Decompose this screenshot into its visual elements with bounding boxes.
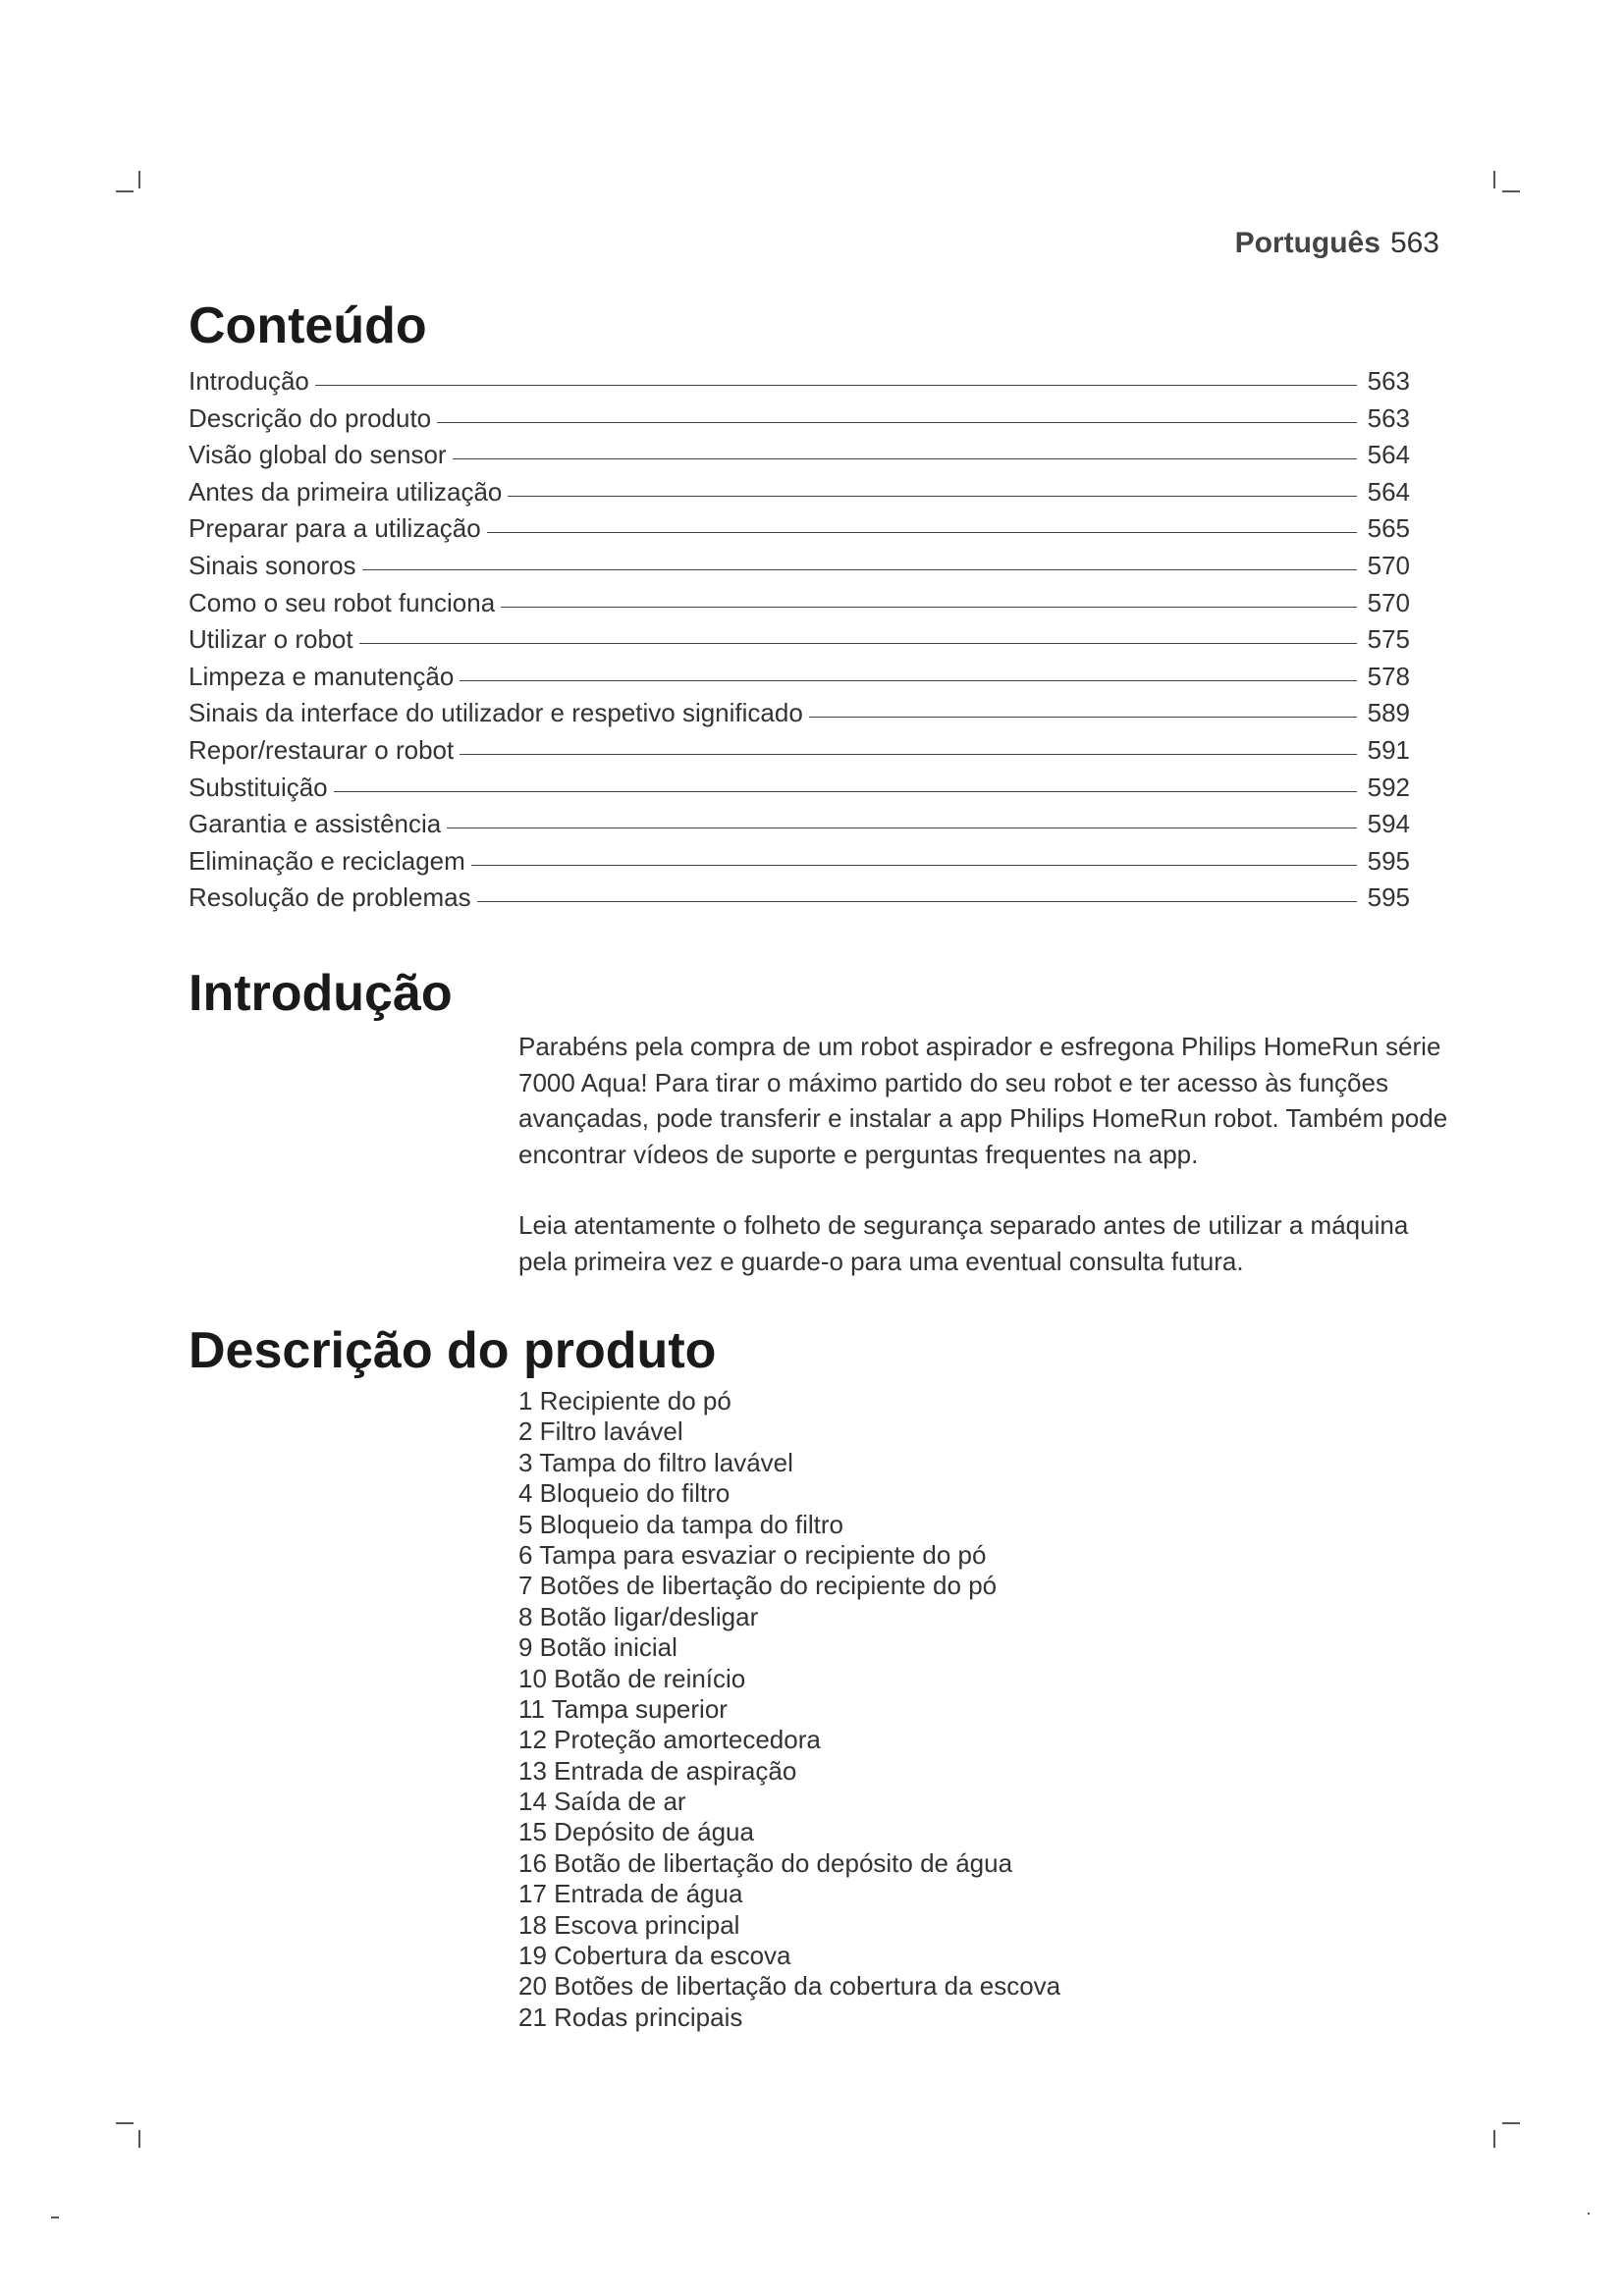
crop-mark-bottom-right-h bbox=[1502, 2122, 1520, 2124]
toc-entry-label: Resolução de problemas bbox=[189, 882, 471, 913]
list-item: 13 Entrada de aspiração bbox=[518, 1755, 797, 1786]
toc-entry-label: Preparar para a utilização bbox=[189, 513, 481, 544]
list-item: 21 Rodas principais bbox=[518, 2002, 743, 2032]
toc-entry-page: 595 bbox=[1367, 882, 1410, 913]
toc-entry[interactable] bbox=[189, 437, 1410, 474]
crop-mark-bottom-edge-left bbox=[51, 2216, 59, 2218]
toc-leader bbox=[334, 791, 1357, 792]
list-item: 2 Filtro lavável bbox=[518, 1416, 683, 1447]
toc-leader bbox=[477, 901, 1357, 902]
toc-entry-label: Garantia e assistência bbox=[189, 809, 442, 839]
introduction-paragraph: Parabéns pela compra de um robot aspirador e esfregona Philips HomeRun série 7000 Aqua! Para tirar o máximo partido do seu robot e ter acesso às funções avançadas, pode transferir e instalar a app Philips HomeRun robot. Também pode encontrar vídeos de suporte e perguntas frequentes na app. bbox=[518, 1032, 1448, 1169]
toc-leader bbox=[809, 717, 1357, 718]
list-item: 14 Saída de ar bbox=[518, 1787, 686, 1817]
crop-mark-bottom-edge-right bbox=[1588, 2213, 1590, 2215]
toc-entry-label: Repor/restaurar o robot bbox=[189, 734, 455, 765]
introduction-paragraph: Leia atentamente o folheto de segurança separado antes de utilizar a máquina pela primeira vez e guarde-o para uma eventual consulta futura. bbox=[518, 1210, 1409, 1276]
toc-entry-page: 592 bbox=[1367, 772, 1410, 802]
crop-mark-bottom-left-v bbox=[138, 2130, 140, 2148]
product-description-title: Descrição do produto bbox=[189, 1322, 717, 1379]
toc-entry-page: 565 bbox=[1367, 513, 1410, 544]
crop-mark-top-left-h bbox=[116, 190, 134, 192]
toc-entry[interactable] bbox=[189, 548, 1410, 585]
list-item: 7 Botões de libertação do recipiente do pó bbox=[518, 1571, 998, 1601]
toc-leader bbox=[362, 569, 1357, 570]
toc-entry-page: 564 bbox=[1367, 476, 1410, 507]
toc-entry-label: Como o seu robot funciona bbox=[189, 587, 496, 617]
toc-leader bbox=[315, 385, 1357, 386]
toc-entry[interactable] bbox=[189, 585, 1410, 622]
toc-entry-label: Sinais da interface do utilizador e respetivo significado bbox=[189, 698, 803, 728]
list-item: 1 Recipiente do pó bbox=[518, 1386, 731, 1415]
toc-entry-page: 564 bbox=[1367, 440, 1410, 470]
toc-entry-label: Antes da primeira utilização bbox=[189, 476, 503, 507]
toc-entry[interactable] bbox=[189, 806, 1410, 843]
toc-entry-page: 570 bbox=[1367, 550, 1410, 580]
list-item: 17 Entrada de água bbox=[518, 1879, 743, 1909]
toc-leader bbox=[437, 422, 1357, 423]
list-item: 9 Botão inicial bbox=[518, 1632, 677, 1663]
toc-entry-page: 589 bbox=[1367, 698, 1410, 728]
crop-mark-bottom-left-h bbox=[116, 2122, 134, 2124]
toc-leader bbox=[471, 865, 1357, 866]
toc-entry[interactable] bbox=[189, 510, 1410, 548]
toc-title: Conteúdo bbox=[189, 297, 427, 354]
toc-entry-page: 578 bbox=[1367, 661, 1410, 691]
toc-entry-label: Eliminação e reciclagem bbox=[189, 845, 465, 876]
list-item: 3 Tampa do filtro lavável bbox=[518, 1447, 793, 1477]
toc-entry[interactable] bbox=[189, 880, 1410, 917]
parts-list bbox=[518, 1386, 1060, 2033]
list-item: 12 Proteção amortecedora bbox=[518, 1725, 821, 1755]
toc-entry[interactable] bbox=[189, 363, 1410, 400]
crop-mark-top-right-v bbox=[1493, 171, 1495, 188]
crop-mark-top-right-h bbox=[1502, 190, 1520, 192]
toc-entry[interactable] bbox=[189, 400, 1410, 438]
toc-entry-page: 575 bbox=[1367, 624, 1410, 655]
toc-entry-label: Sinais sonoros bbox=[189, 550, 356, 580]
toc-entry-page: 591 bbox=[1367, 734, 1410, 765]
list-item: 6 Tampa para esvaziar o recipiente do pó bbox=[518, 1539, 987, 1570]
toc-entry-label: Limpeza e manutenção bbox=[189, 661, 455, 691]
toc-entry[interactable] bbox=[189, 659, 1410, 696]
list-item: 19 Cobertura da escova bbox=[518, 1941, 791, 1971]
list-item: 4 Bloqueio do filtro bbox=[518, 1478, 731, 1509]
header-page-number: 563 bbox=[1389, 227, 1439, 259]
toc-entry[interactable] bbox=[189, 843, 1410, 881]
toc-entry-label: Substituição bbox=[189, 772, 328, 802]
list-item: 20 Botões de libertação da cobertura da escova bbox=[518, 1971, 1061, 2002]
toc-entry[interactable] bbox=[189, 474, 1410, 511]
toc-entry-page: 594 bbox=[1367, 809, 1410, 839]
list-item: 18 Escova principal bbox=[518, 1909, 740, 1940]
toc-leader bbox=[487, 532, 1357, 533]
page-header bbox=[1235, 224, 1439, 263]
toc-entry-page: 563 bbox=[1367, 402, 1410, 433]
crop-mark-bottom-right-v bbox=[1493, 2130, 1495, 2148]
list-item: 8 Botão ligar/desligar bbox=[518, 1601, 759, 1631]
toc-entry-page: 563 bbox=[1367, 366, 1410, 396]
toc-leader bbox=[460, 754, 1357, 755]
toc-leader bbox=[501, 607, 1357, 608]
list-item: 15 Depósito de água bbox=[518, 1817, 754, 1847]
list-item: 16 Botão de libertação do depósito de água bbox=[518, 1847, 1013, 1878]
header-language: Português bbox=[1234, 227, 1380, 259]
toc-entry-label: Introdução bbox=[189, 366, 309, 396]
toc-leader bbox=[453, 458, 1357, 459]
toc-entry-label: Visão global do sensor bbox=[189, 440, 447, 470]
list-item: 5 Bloqueio da tampa do filtro bbox=[518, 1509, 843, 1539]
toc-entry[interactable] bbox=[189, 695, 1410, 732]
crop-mark-top-left-v bbox=[138, 171, 140, 188]
toc-entry[interactable] bbox=[189, 770, 1410, 807]
table-of-contents bbox=[189, 363, 1410, 917]
toc-entry-label: Utilizar o robot bbox=[189, 624, 353, 655]
toc-entry-page: 570 bbox=[1367, 587, 1410, 617]
list-item: 11 Tampa superior bbox=[518, 1693, 728, 1724]
introduction-title: Introdução bbox=[189, 965, 453, 1022]
toc-entry[interactable] bbox=[189, 621, 1410, 659]
toc-entry-label: Descrição do produto bbox=[189, 402, 432, 433]
toc-leader bbox=[359, 643, 1357, 644]
toc-leader bbox=[460, 680, 1357, 681]
toc-leader bbox=[508, 496, 1357, 497]
list-item: 10 Botão de reinício bbox=[518, 1663, 746, 1693]
toc-entry-page: 595 bbox=[1367, 845, 1410, 876]
toc-entry[interactable] bbox=[189, 732, 1410, 770]
introduction-body bbox=[518, 1029, 1451, 1314]
